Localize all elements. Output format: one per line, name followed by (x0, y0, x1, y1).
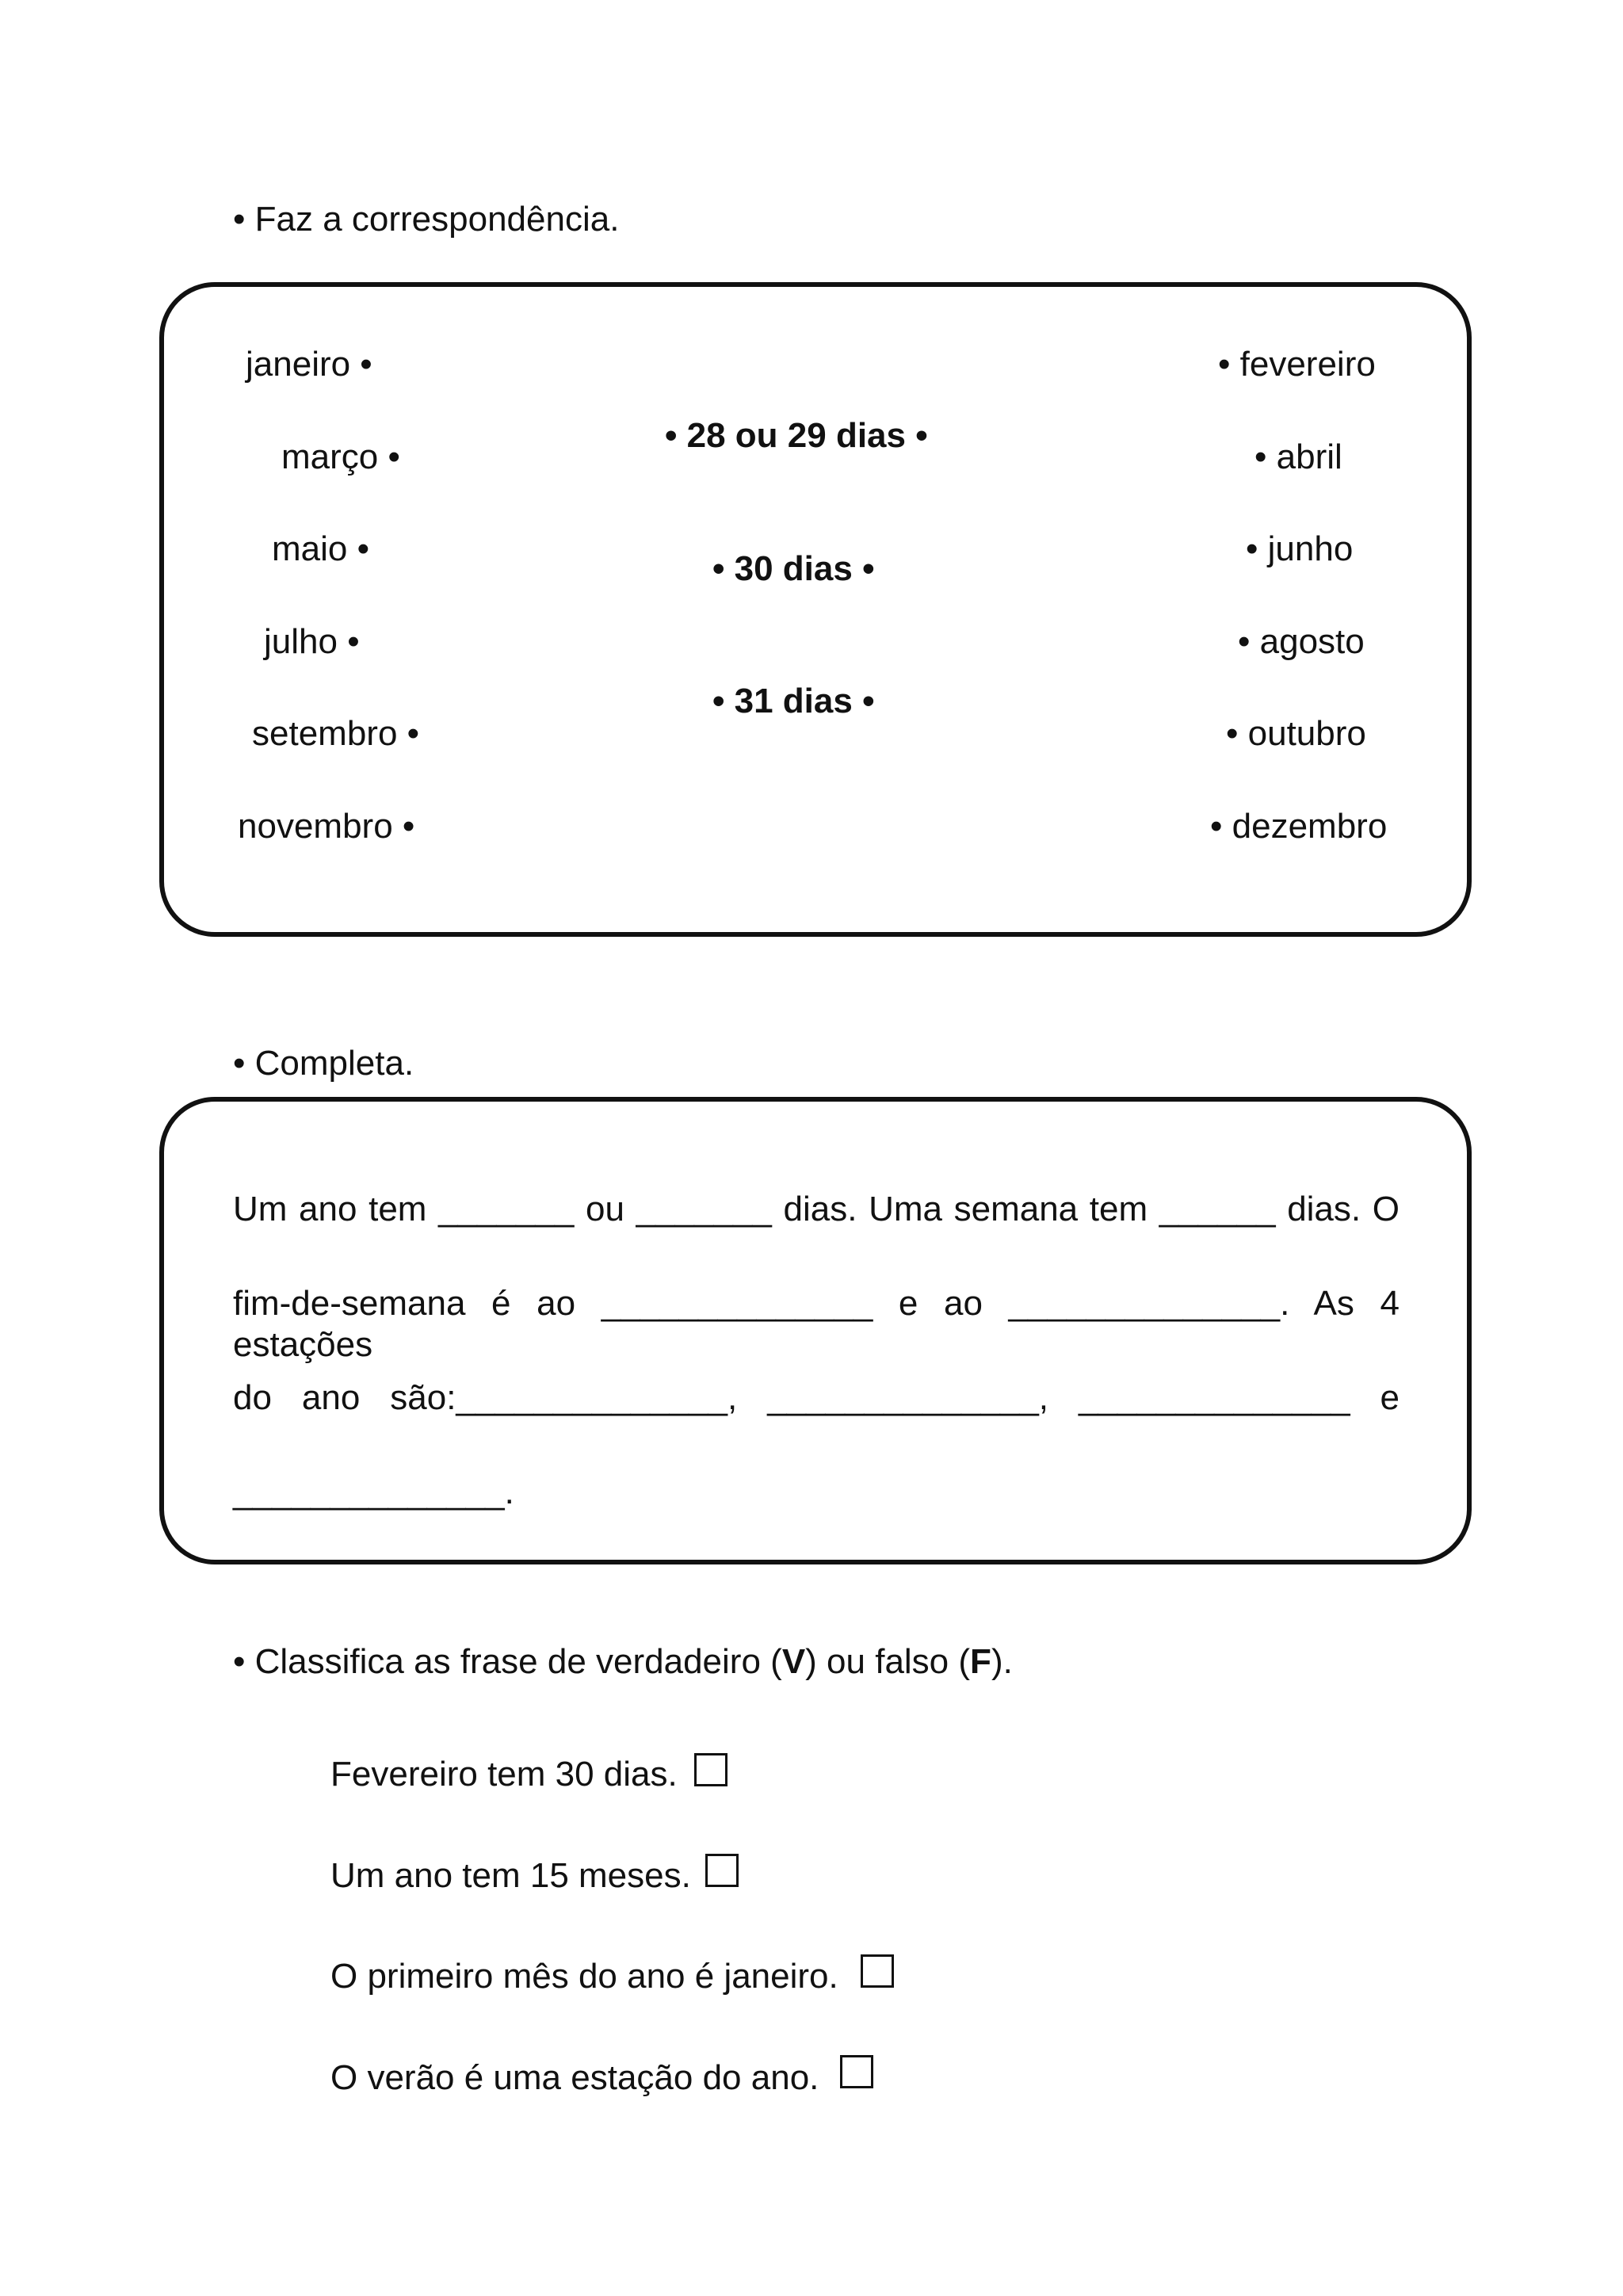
truefalse-instruction-pre: • Classifica as frase de verdadeiro ( (233, 1642, 782, 1681)
days-option-31[interactable]: • 31 dias • (712, 682, 875, 720)
truefalse-instruction (233, 1641, 1013, 1683)
left-month-maio[interactable]: maio • (272, 529, 369, 568)
statement-3: O primeiro mês do ano é janeiro. (330, 1957, 838, 1996)
truefalse-instruction-post: ). (991, 1642, 1013, 1681)
left-month-janeiro[interactable]: janeiro • (246, 345, 372, 384)
matching-instruction: • Faz a correspondência. (233, 200, 620, 239)
right-month-junho[interactable]: • junho (1246, 529, 1354, 568)
completion-line-2[interactable]: fim-de-semana é ao ______________ e ao ______________. As 4 estações (233, 1284, 1400, 1364)
statement-4: O verão é uma estação do ano. (330, 2058, 819, 2097)
statement-2: Um ano tem 15 meses. (330, 1856, 691, 1895)
true-letter: V (781, 1642, 806, 1681)
false-letter: F (970, 1642, 991, 1681)
statement-1-checkbox[interactable] (694, 1753, 727, 1786)
right-month-abril[interactable]: • abril (1254, 437, 1342, 476)
completion-line-1[interactable]: Um ano tem _______ ou _______ dias. Uma semana tem ______ dias. O (233, 1190, 1400, 1228)
left-month-novembro[interactable]: novembro • (238, 807, 415, 846)
statement-3-checkbox[interactable] (861, 1954, 894, 1988)
statement-1: Fevereiro tem 30 dias. (330, 1755, 678, 1794)
right-month-outubro[interactable]: • outubro (1226, 714, 1366, 753)
completion-line-4[interactable]: ______________. (233, 1473, 514, 1511)
statement-2-checkbox[interactable] (705, 1854, 739, 1887)
left-month-marco[interactable]: março • (281, 437, 400, 476)
completion-line-3[interactable]: do ano são:______________, ______________, ______________ e (233, 1378, 1400, 1417)
right-month-dezembro[interactable]: • dezembro (1210, 807, 1388, 846)
completion-instruction: • Completa. (233, 1044, 414, 1083)
statement-4-checkbox[interactable] (840, 2055, 873, 2088)
right-month-agosto[interactable]: • agosto (1238, 622, 1365, 661)
left-month-setembro[interactable]: setembro • (252, 714, 420, 753)
days-option-28-29[interactable]: • 28 ou 29 dias • (665, 416, 928, 455)
right-month-fevereiro[interactable]: • fevereiro (1218, 345, 1376, 384)
truefalse-instruction-mid: ) ou falso ( (805, 1642, 971, 1681)
left-month-julho[interactable]: julho • (264, 622, 360, 661)
days-option-30[interactable]: • 30 dias • (712, 549, 875, 588)
